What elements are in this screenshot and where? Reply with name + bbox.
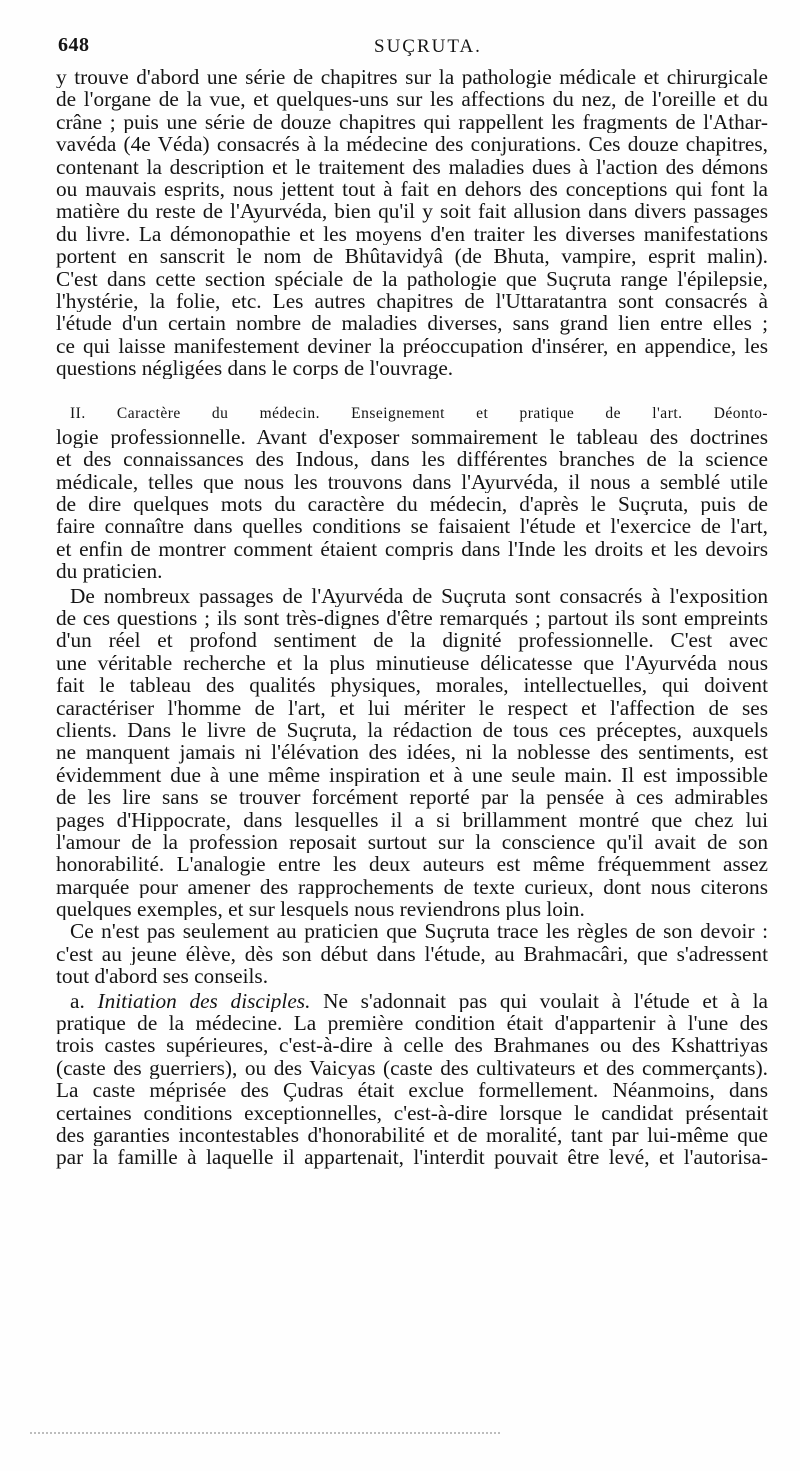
text-line: clients. Dans le livre de Suçruta, la rédaction de tous ces préceptes, auxquels [56,718,768,742]
text-line: fait le tableau des qualités physiques, morales, intellectuelles, qui doivent [56,674,768,697]
subsection-text: Ne s'adonnait pas qui voulait à l'étude et à la [323,989,768,1013]
footer-rule [30,1432,500,1434]
text-line: pratique de la médecine. La première condition était d'appartenir à l'une des [56,1012,768,1035]
text-line: c'est au jeune élève, dès son début dans l'étude, au Brahmacâri, que s'adressent [56,942,768,966]
text-line: matière du reste de l'Ayurvéda, bien qu'il y soit fait allusion dans divers passages [56,200,768,223]
section-heading: II. Caractère du médecin. Enseignement et pratique de l'art. Déonto- [70,405,768,423]
text-line: vavéda (4e Véda) consacrés à la médecine des conjurations. Ces douze chapitres, [56,133,768,156]
text-line: Ce n'est pas seulement au praticien que Suçruta trace les règles de son devoir : [70,920,768,943]
text-line: une véritable recherche et la plus minutieuse délicatesse que l'Ayurvéda nous [56,651,768,675]
text-line: marquée pour amener des rapprochements de texte curieux, dont nous citerons [56,875,768,899]
text-line: l'hystérie, la folie, etc. Les autres chapitres de l'Uttaratantra sont consacrés à [56,289,768,313]
subsection-title: Initiation des disciples. [97,989,311,1013]
text-line: l'étude d'un certain nombre de maladies diverses, sans grand lien entre elles ; [56,312,768,335]
text-line: ou mauvais esprits, nous jettent tout à fait en dehors des conceptions qui font la [56,177,768,201]
running-head: SUÇRUTA. [374,36,482,57]
text-line: quelques exemples, et sur lesquels nous reviendrons plus loin. [56,898,585,921]
text-line: de les lire sans se trouver forcément reporté par la pensée à ces admirables [56,786,768,809]
text-line: crâne ; puis une série de douze chapitres qui rappellent les fragments de l'Athar- [56,110,768,134]
text-line: d'un réel et profond sentiment de la dignité professionnelle. C'est avec [56,629,768,652]
text-line: des garanties incontestables d'honorabilité et de moralité, tant par lui-même que [56,1123,768,1147]
text-line: C'est dans cette section spéciale de la pathologie que Suçruta range l'épilepsie, [56,267,768,290]
text-line: faire connaître dans quelles conditions se faisaient l'étude et l'exercice de l'art, [56,515,768,538]
text-line: y trouve d'abord une série de chapitres sur la pathologie médicale et chirurgicale [56,66,768,89]
text-line: trois castes supérieures, c'est-à-dire à celle des Brahmanes ou des Kshattriyas [56,1034,768,1057]
text-line: questions négligées dans le corps de l'ouvrage. [56,357,454,380]
subsection-line [56,990,768,1012]
page-header [58,34,768,62]
text-line: De nombreux passages de l'Ayurvéda de Suçruta sont consacrés à l'exposition [70,584,768,607]
subsection-label: a. [70,989,85,1013]
text-line: de dire quelques mots du caractère du médecin, d'après le Suçruta, puis de [56,493,768,516]
text-line: portent en sanscrit le nom de Bhûtavidyâ (de Bhuta, vampire, esprit malin). [56,245,768,268]
text-line: honorabilité. L'analogie entre les deux auteurs est même fréquemment assez [56,853,768,876]
text-line: médicale, telles que nous les trouvons dans l'Ayurvéda, il nous a semblé utile [56,470,768,494]
text-line: (caste des guerriers), ou des Vaicyas (caste des cultivateurs et des commerçants). [56,1056,768,1080]
text-line: tout d'abord ses conseils. [56,965,269,988]
text-line: du praticien. [56,560,163,583]
text-line: La caste méprisée des Çudras était exclue formellement. Néanmoins, dans [56,1079,768,1102]
text-line: logie professionnelle. Avant d'exposer sommairement le tableau des doctrines [56,425,768,449]
text-line: du livre. La démonopathie et les moyens d'en traiter les diverses manifestations [56,222,768,246]
text-line: évidemment due à une même inspiration et à une seule main. Il est impossible [56,763,768,787]
text-line: et enfin de montrer comment étaient compris dans l'Inde les droits et les devoirs [56,537,768,561]
text-line: de ces questions ; ils sont très-dignes d'être remarqués ; partout ils sont empreints [56,606,768,630]
body-text [56,66,768,1169]
text-line: et des connaissances des Indous, dans les différentes branches de la science [56,448,768,471]
text-line: caractériser l'homme de l'art, et lui mériter le respect et l'affection de ses [56,696,768,719]
text-line: contenant la description et le traitement des maladies dues à l'action des démons [56,155,768,178]
page-number: 648 [58,34,90,56]
text-line: ne manquent jamais ni l'élévation des idées, ni la noblesse des sentiments, est [56,741,768,764]
text-line: de l'organe de la vue, et quelques-uns sur les affections du nez, de l'oreille et du [56,88,768,111]
text-line: pages d'Hippocrate, dans lesquelles il a si brillamment montré que chez lui [56,808,768,831]
text-line: certaines conditions exceptionnelles, c'est-à-dire lorsque le candidat présentait [56,1101,768,1124]
text-line: par la famille à laquelle il appartenait, l'interdit pouvait être levé, et l'autorisa- [56,1146,768,1169]
section-gap [56,379,768,403]
text-line: l'amour de la profession reposait surtout sur la conscience qu'il avait de son [56,830,768,854]
text-line: ce qui laisse manifestement deviner la préoccupation d'insérer, en appendice, les [56,334,768,358]
